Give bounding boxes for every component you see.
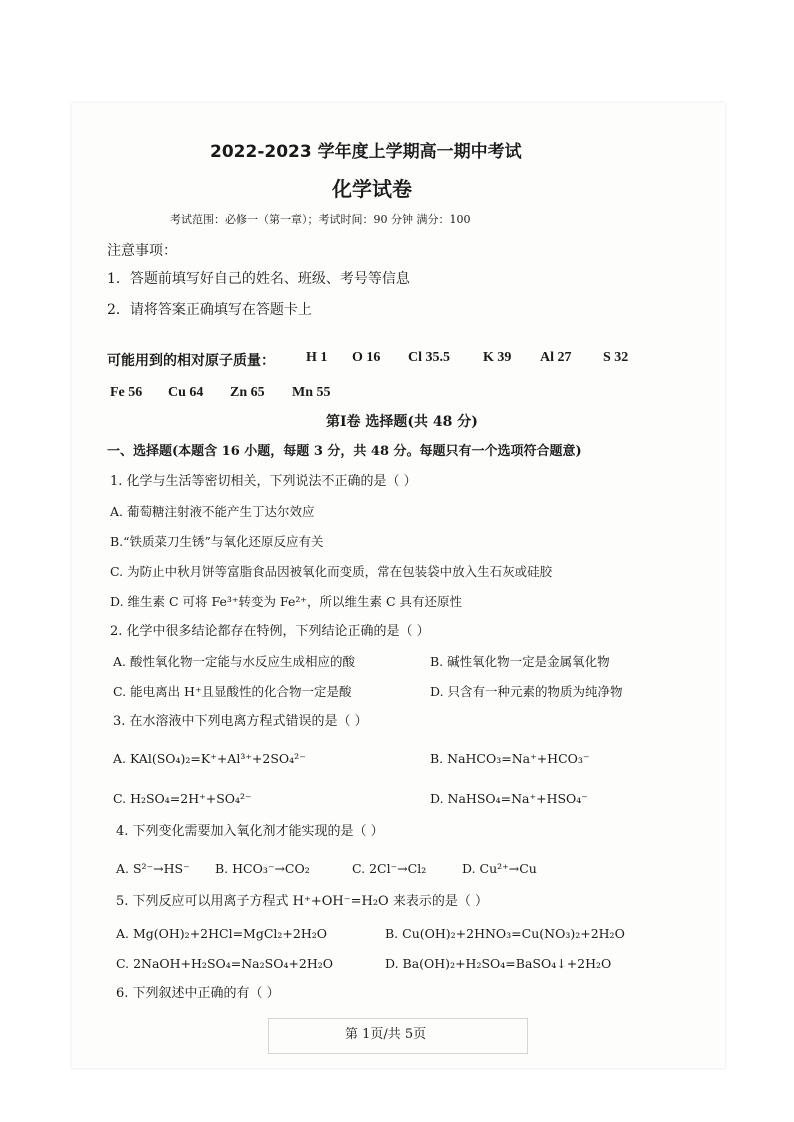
atomic-mass-item: H 1 xyxy=(306,350,328,365)
atomic-mass-item: Zn 65 xyxy=(230,385,265,400)
part-title: 第Ⅰ卷 选择题(共 48 分) xyxy=(326,414,478,430)
question-stem: 3. 在水溶液中下列电离方程式错误的是（ ） xyxy=(113,714,368,729)
option-c: C. 2Cl⁻→Cl₂ xyxy=(352,861,427,876)
option-a: A. S²⁻→HS⁻ xyxy=(116,861,190,876)
atomic-mass-item: Mn 55 xyxy=(292,385,331,400)
page-number: 第 1页/共 5页 xyxy=(345,1027,427,1042)
option-d: D. NaHSO₄=Na⁺+HSO₄⁻ xyxy=(430,791,588,806)
note-item: 1．答题前填写好自己的姓名、班级、考号等信息 xyxy=(107,271,410,287)
atomic-mass-item: Cl 35.5 xyxy=(408,350,450,365)
exam-subtitle: 化学试卷 xyxy=(332,177,412,201)
option-b: B. HCO₃⁻→CO₂ xyxy=(215,861,310,876)
option-c: C. H₂SO₄=2H⁺+SO₄²⁻ xyxy=(113,791,252,806)
option-c: C. 为防止中秋月饼等富脂食品因被氧化而变质，常在包装袋中放入生石灰或硅胶 xyxy=(110,564,553,579)
question-stem: 6. 下列叙述中正确的有（ ） xyxy=(116,986,280,1001)
option-d: D. Cu²⁺→Cu xyxy=(462,861,537,876)
exam-info: 考试范围：必修一（第一章）；考试时间：90 分钟 满分：100 xyxy=(170,213,471,226)
exam-title: 2022-2023 学年度上学期高一期中考试 xyxy=(210,142,522,162)
option-a: A. Mg(OH)₂+2HCl=MgCl₂+2H₂O xyxy=(116,926,328,941)
question-stem: 1. 化学与生活等密切相关，下列说法不正确的是（ ） xyxy=(110,474,417,489)
option-a: A. 葡萄糖注射液不能产生丁达尔效应 xyxy=(110,504,315,519)
note-item: 2．请将答案正确填写在答题卡上 xyxy=(107,302,312,318)
question-stem: 5. 下列反应可以用离子方程式 H⁺+OH⁻=H₂O 来表示的是（ ） xyxy=(116,894,488,909)
notes-heading: 注意事项： xyxy=(107,243,177,259)
option-b: B. 碱性氧化物一定是金属氧化物 xyxy=(430,654,610,669)
question-stem: 4. 下列变化需要加入氧化剂才能实现的是（ ） xyxy=(116,824,384,839)
option-a: A. KAl(SO₄)₂=K⁺+Al³⁺+2SO₄²⁻ xyxy=(113,751,306,766)
option-c: C. 能电离出 H⁺且显酸性的化合物一定是酸 xyxy=(113,684,352,699)
atomic-mass-label: 可能用到的相对原子质量： xyxy=(107,353,275,369)
option-b: B.“铁质菜刀生锈”与氧化还原反应有关 xyxy=(110,534,324,549)
atomic-mass-item: Fe 56 xyxy=(110,385,143,400)
atomic-mass-item: Cu 64 xyxy=(168,385,204,400)
option-d: D. Ba(OH)₂+H₂SO₄=BaSO₄↓+2H₂O xyxy=(385,956,612,971)
option-b: B. Cu(OH)₂+2HNO₃=Cu(NO₃)₂+2H₂O xyxy=(385,926,625,941)
atomic-mass-item: S 32 xyxy=(603,350,629,365)
option-d: D. 维生素 C 可将 Fe³⁺转变为 Fe²⁺，所以维生素 C 具有还原性 xyxy=(110,594,462,609)
option-a: A. 酸性氧化物一定能与水反应生成相应的酸 xyxy=(113,654,355,669)
option-c: C. 2NaOH+H₂SO₄=Na₂SO₄+2H₂O xyxy=(116,956,334,971)
question-stem: 2. 化学中很多结论都存在特例，下列结论正确的是（ ） xyxy=(110,624,430,639)
option-d: D. 只含有一种元素的物质为纯净物 xyxy=(430,684,623,699)
atomic-mass-item: K 39 xyxy=(483,350,512,365)
section-heading: 一、选择题(本题含 16 小题，每题 3 分，共 48 分。每题只有一个选项符合题意) xyxy=(107,444,582,459)
atomic-mass-item: Al 27 xyxy=(540,350,572,365)
option-b: B. NaHCO₃=Na⁺+HCO₃⁻ xyxy=(430,751,590,766)
atomic-mass-item: O 16 xyxy=(352,350,381,365)
